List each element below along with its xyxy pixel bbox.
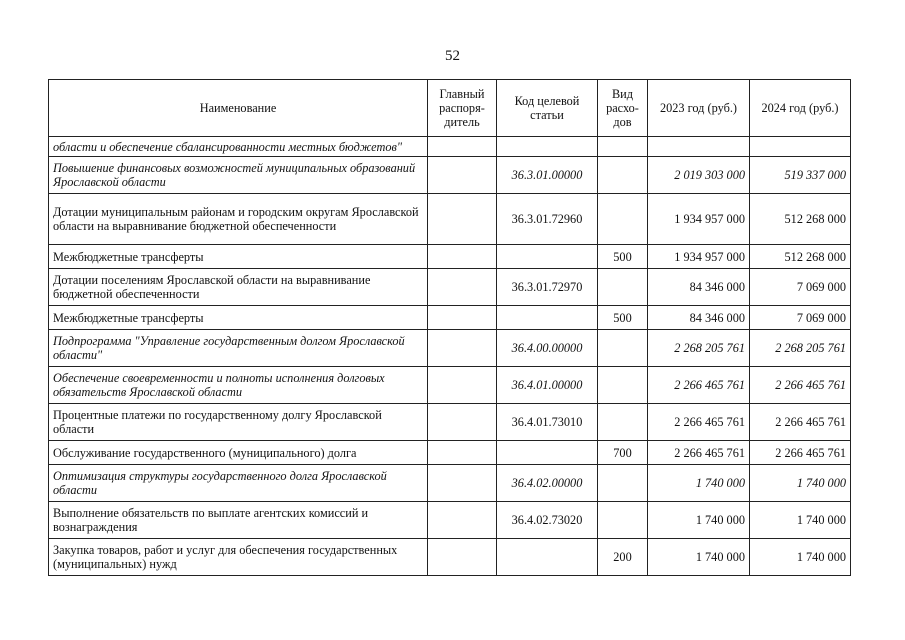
row-vid: 200 bbox=[598, 539, 648, 576]
row-2023: 1 740 000 bbox=[648, 465, 750, 502]
row-glavny bbox=[428, 245, 497, 269]
row-2024: 7 069 000 bbox=[750, 269, 851, 306]
row-glavny bbox=[428, 367, 497, 404]
row-glavny bbox=[428, 404, 497, 441]
table-row bbox=[49, 269, 851, 306]
row-code: 36.4.02.00000 bbox=[497, 465, 598, 502]
row-code: 36.4.00.00000 bbox=[497, 330, 598, 367]
row-2024: 519 337 000 bbox=[750, 157, 851, 194]
row-code bbox=[497, 245, 598, 269]
row-name: Выполнение обязательств по выплате агентских комиссий и вознаграждения bbox=[49, 502, 428, 539]
row-glavny bbox=[428, 465, 497, 502]
row-2024: 2 266 465 761 bbox=[750, 441, 851, 465]
row-code: 36.3.01.72970 bbox=[497, 269, 598, 306]
row-glavny bbox=[428, 502, 497, 539]
budget-table bbox=[48, 79, 851, 576]
row-code: 36.4.01.73010 bbox=[497, 404, 598, 441]
table-row bbox=[49, 441, 851, 465]
row-name: Межбюджетные трансферты bbox=[49, 245, 428, 269]
row-name: Дотации муниципальным районам и городским округам Ярославской области на выравнивание бюджетной обеспеченности bbox=[49, 194, 428, 245]
row-2024: 7 069 000 bbox=[750, 306, 851, 330]
row-2024: 2 266 465 761 bbox=[750, 367, 851, 404]
row-vid bbox=[598, 269, 648, 306]
row-2024: 2 266 465 761 bbox=[750, 404, 851, 441]
row-2023: 2 266 465 761 bbox=[648, 367, 750, 404]
table-row bbox=[49, 404, 851, 441]
row-vid: 500 bbox=[598, 306, 648, 330]
row-glavny bbox=[428, 306, 497, 330]
row-2024: 2 268 205 761 bbox=[750, 330, 851, 367]
row-name: Дотации поселениям Ярославской области на выравнивание бюджетной обеспеченности bbox=[49, 269, 428, 306]
row-name: Оптимизация структуры государственного долга Ярославской области bbox=[49, 465, 428, 502]
row-vid bbox=[598, 194, 648, 245]
row-2023: 2 019 303 000 bbox=[648, 157, 750, 194]
row-2023: 84 346 000 bbox=[648, 269, 750, 306]
row-glavny bbox=[428, 269, 497, 306]
row-code bbox=[497, 137, 598, 157]
row-2023: 2 266 465 761 bbox=[648, 441, 750, 465]
row-name: Обеспечение своевременности и полноты исполнения долговых обязательств Ярославской области bbox=[49, 367, 428, 404]
row-name: Межбюджетные трансферты bbox=[49, 306, 428, 330]
row-name: Подпрограмма "Управление государственным долгом Ярославской области" bbox=[49, 330, 428, 367]
row-vid bbox=[598, 465, 648, 502]
table-row bbox=[49, 465, 851, 502]
header-2024: 2024 год (руб.) bbox=[750, 80, 851, 137]
header-glavny: Главный распоря-дитель bbox=[428, 80, 497, 137]
table-row bbox=[49, 330, 851, 367]
row-name: Повышение финансовых возможностей муниципальных образований Ярославской области bbox=[49, 157, 428, 194]
row-glavny bbox=[428, 539, 497, 576]
row-2024: 1 740 000 bbox=[750, 539, 851, 576]
row-code bbox=[497, 441, 598, 465]
row-2023 bbox=[648, 137, 750, 157]
row-2024: 512 268 000 bbox=[750, 245, 851, 269]
row-code: 36.4.02.73020 bbox=[497, 502, 598, 539]
row-2023: 1 740 000 bbox=[648, 539, 750, 576]
row-name: Обслуживание государственного (муниципального) долга bbox=[49, 441, 428, 465]
row-2023: 1 934 957 000 bbox=[648, 194, 750, 245]
row-2024: 1 740 000 bbox=[750, 465, 851, 502]
header-code: Код целевой статьи bbox=[497, 80, 598, 137]
page-number: 52 bbox=[445, 48, 460, 64]
row-vid bbox=[598, 404, 648, 441]
table-row bbox=[49, 539, 851, 576]
row-code: 36.3.01.72960 bbox=[497, 194, 598, 245]
row-code: 36.3.01.00000 bbox=[497, 157, 598, 194]
row-2024: 1 740 000 bbox=[750, 502, 851, 539]
row-vid: 500 bbox=[598, 245, 648, 269]
row-vid bbox=[598, 157, 648, 194]
row-2023: 2 268 205 761 bbox=[648, 330, 750, 367]
row-code bbox=[497, 306, 598, 330]
table-row bbox=[49, 502, 851, 539]
row-2024: 512 268 000 bbox=[750, 194, 851, 245]
row-name: Закупка товаров, работ и услуг для обеспечения государственных (муниципальных) нужд bbox=[49, 539, 428, 576]
row-vid: 700 bbox=[598, 441, 648, 465]
row-name: Процентные платежи по государственному долгу Ярославской области bbox=[49, 404, 428, 441]
row-vid bbox=[598, 502, 648, 539]
row-vid bbox=[598, 330, 648, 367]
row-glavny bbox=[428, 441, 497, 465]
row-2023: 2 266 465 761 bbox=[648, 404, 750, 441]
row-2024 bbox=[750, 137, 851, 157]
row-code bbox=[497, 539, 598, 576]
table-row bbox=[49, 306, 851, 330]
row-vid bbox=[598, 367, 648, 404]
table-row bbox=[49, 245, 851, 269]
header-vid: Вид расхо-дов bbox=[598, 80, 648, 137]
header-2023: 2023 год (руб.) bbox=[648, 80, 750, 137]
table-row bbox=[49, 194, 851, 245]
row-code: 36.4.01.00000 bbox=[497, 367, 598, 404]
table-row bbox=[49, 157, 851, 194]
row-2023: 1 934 957 000 bbox=[648, 245, 750, 269]
row-2023: 1 740 000 bbox=[648, 502, 750, 539]
table-header-row bbox=[49, 80, 851, 137]
row-glavny bbox=[428, 330, 497, 367]
table-row bbox=[49, 367, 851, 404]
header-name: Наименование bbox=[49, 80, 428, 137]
row-glavny bbox=[428, 157, 497, 194]
table-row bbox=[49, 137, 851, 157]
row-2023: 84 346 000 bbox=[648, 306, 750, 330]
row-glavny bbox=[428, 194, 497, 245]
row-vid bbox=[598, 137, 648, 157]
row-name: области и обеспечение сбалансированности местных бюджетов" bbox=[49, 137, 428, 157]
row-glavny bbox=[428, 137, 497, 157]
